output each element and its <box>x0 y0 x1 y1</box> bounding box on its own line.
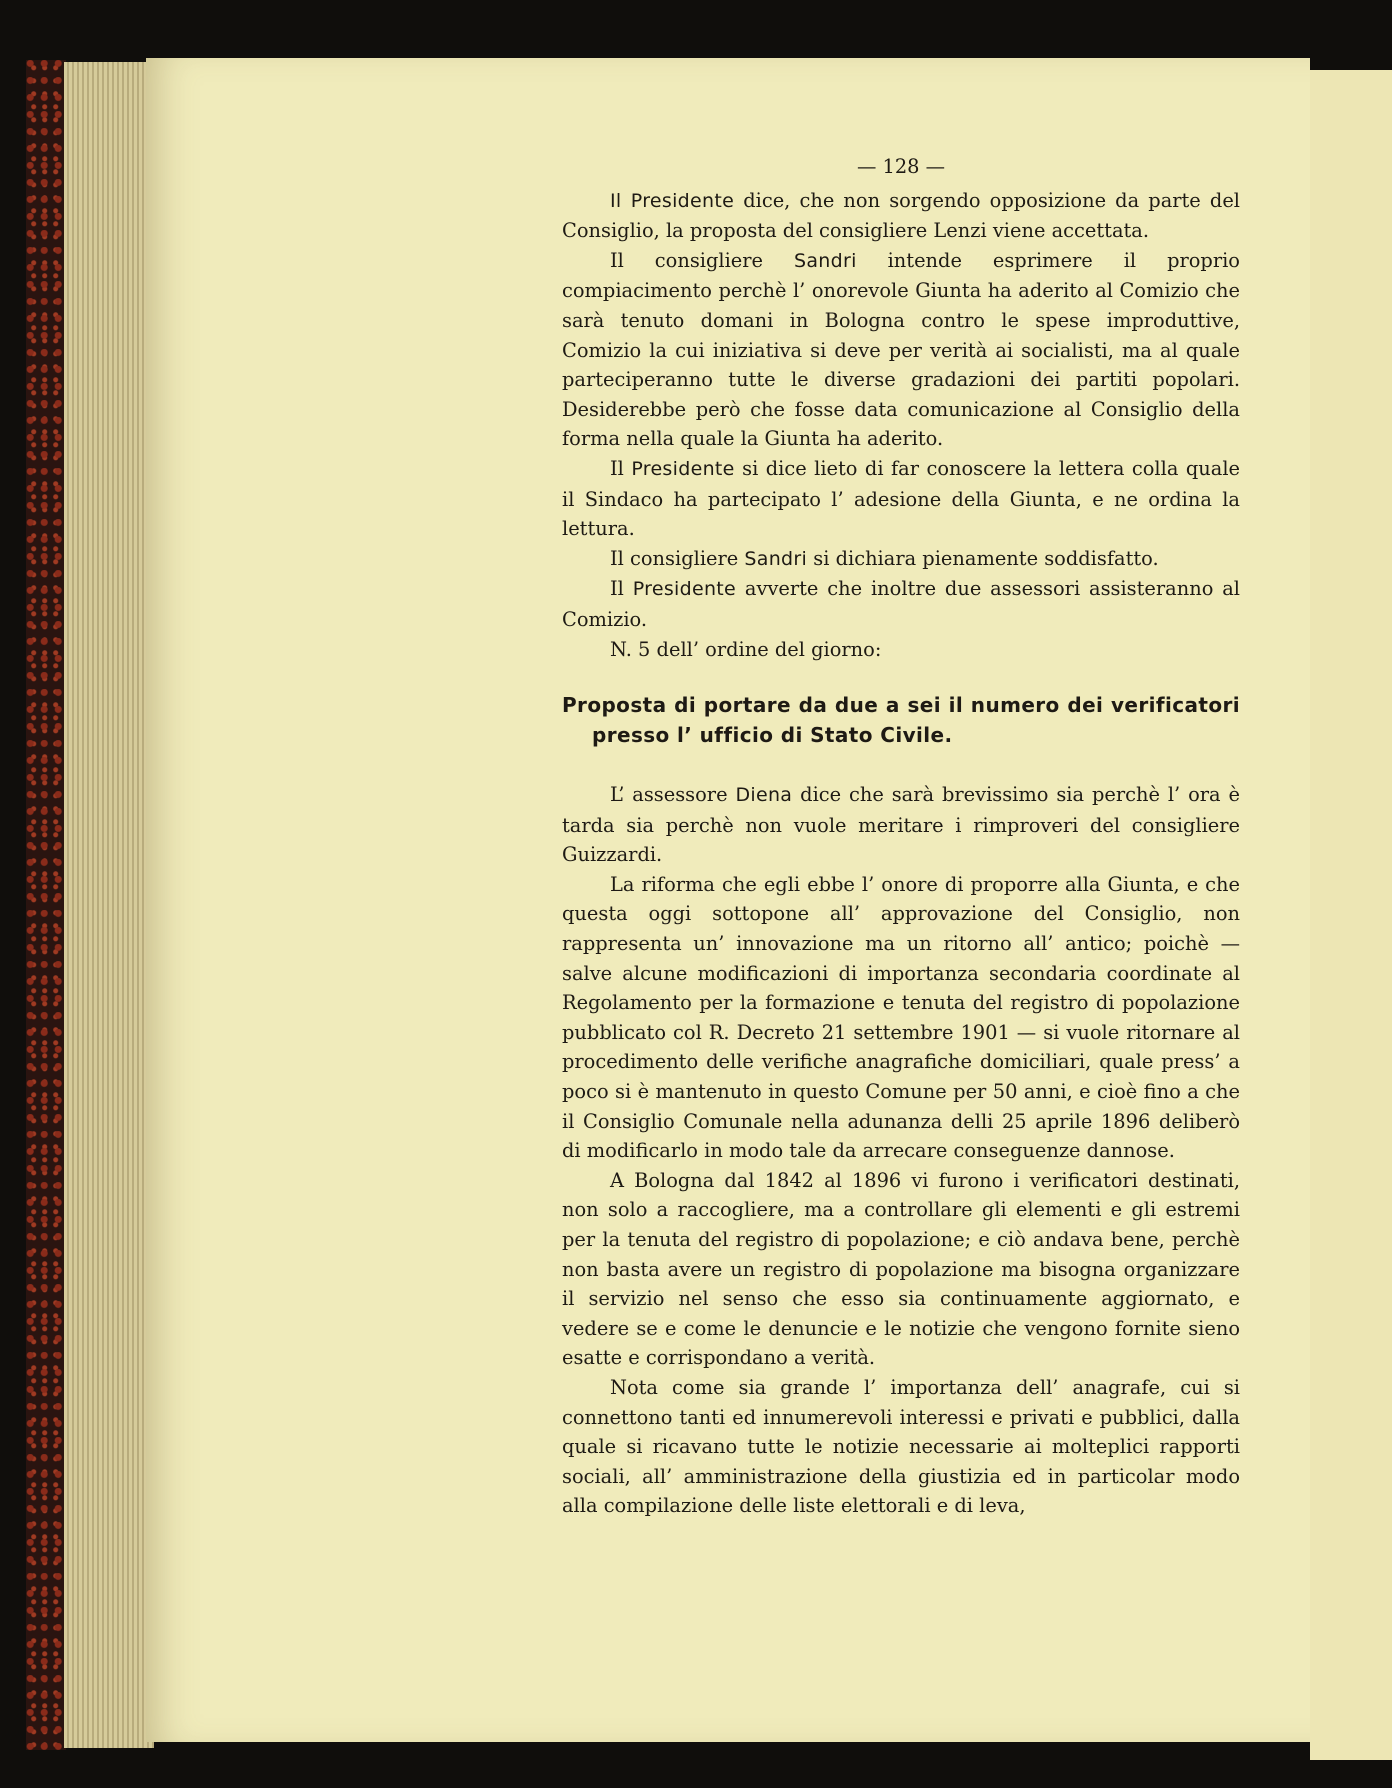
paragraph-text: avverte che inoltre due assessori assisteranno al Comizio. <box>562 577 1240 631</box>
paragraph-prefix: Il <box>610 577 633 601</box>
paragraph-prefix: Il consigliere <box>610 248 794 272</box>
page-number: — 128 — <box>856 155 946 178</box>
paragraph <box>562 544 1240 575</box>
paragraph-text: si dichiara pienamente soddisfatto. <box>807 546 1159 570</box>
speaker-name: Sandri <box>793 249 857 272</box>
next-page-edge <box>1310 70 1392 1760</box>
paragraph <box>562 246 1240 454</box>
paragraph <box>562 186 1240 246</box>
paragraph-text: N. 5 dell’ ordine del giorno: <box>610 637 882 661</box>
book-binding <box>26 60 66 1750</box>
page-text <box>562 152 1240 1521</box>
paragraph <box>562 635 1240 665</box>
paragraph-text: intende esprimere il proprio compiacimento perchè l’ onorevole Giunta ha aderito al Comizio che sarà tenuto domani in Bologna contro le spese improduttive, Comizio la cui iniziativa si deve per verità ai socialisti, ma al quale parteciperanno tutte le diverse gradazioni dei partiti popolari. Desiderebbe però che fosse data comunicazione al Consiglio della forma nella quale la Giunta ha aderito. <box>562 248 1240 451</box>
paragraph-text: La riforma che egli ebbe l’ onore di proporre alla Giunta, e che questa oggi sottopone all’ approvazione del Consiglio, non rappresenta un’ innovazione ma un ritorno all’ antico; poichè — salve alcune modificazioni di importanza secondaria coordinate al Regolamento per la formazione e tenuta del registro di popolazione pubblicato col R. Decreto 21 settembre 1901 — si vuole ritornare al procedimento delle verifiche anagrafiche domiciliari, quale press’ a poco si è mantenuto in questo Comune per 50 anni, e cioè fino a che il Consiglio Comunale nella adunanza delli 25 aprile 1896 deliberò di modificarlo in modo tale da arrecare conseguenze dannose. <box>562 872 1240 1163</box>
paragraph-text: dice che sarà brevissimo sia perchè l’ ora è tarda sia perchè non vuole meritare i rimproveri del consigliere Guizzardi. <box>562 783 1240 867</box>
paragraph <box>562 1373 1240 1521</box>
paragraph-prefix: Il consigliere <box>610 546 745 570</box>
paragraph <box>562 1166 1240 1373</box>
speaker-name: Diena <box>735 784 793 807</box>
paragraph-text: dice, che non sorgendo opposizione da parte del Consiglio, la proposta del consigliere Lenzi viene accettata. <box>562 188 1240 243</box>
speaker-name: Il Presidente <box>610 189 735 212</box>
speaker-name: Sandri <box>744 547 808 570</box>
section-heading: Proposta di portare da due a sei il numero dei verificatori presso l’ ufficio di Stato Civile. <box>562 693 1240 748</box>
paragraph-prefix: L’ assessore <box>610 783 736 807</box>
paragraph <box>562 870 1240 1166</box>
speaker-name: Presidente <box>632 578 737 601</box>
paragraph-text: A Bologna dal 1842 al 1896 vi furono i verificatori destinati, non solo a raccogliere, ma a controllare gli elementi e gli estremi per la tenuta del registro di popolazione; e ciò andava bene, perchè non basta avere un registro di popolazione ma bisogna organizzare il servizio nel senso che esso sia continuamente aggiornato, e vedere se e come le denuncie e le notizie che vengono fornite sieno esatte e corrispondano a verità. <box>562 1168 1240 1370</box>
page-edges <box>64 62 154 1748</box>
paragraph-prefix: Il <box>610 456 632 480</box>
paragraph-text: si dice lieto di far conoscere la lettera colla quale il Sindaco ha partecipato l’ adesione della Giunta, e ne ordina la lettura. <box>562 456 1240 541</box>
paragraph <box>562 780 1240 870</box>
speaker-name: Presidente <box>631 457 735 480</box>
paragraph <box>562 454 1240 544</box>
paragraph <box>562 574 1240 634</box>
paragraph-text: Nota come sia grande l’ importanza dell’ anagrafe, cui si connettono tanti ed innumerevoli interessi e privati e pubblici, dalla quale si ricavano tutte le notizie necessarie ai molteplici rapporti sociali, all’ amministrazione della giustizia ed in particolar modo alla compilazione delle liste elettorali e di leva, <box>562 1375 1240 1518</box>
